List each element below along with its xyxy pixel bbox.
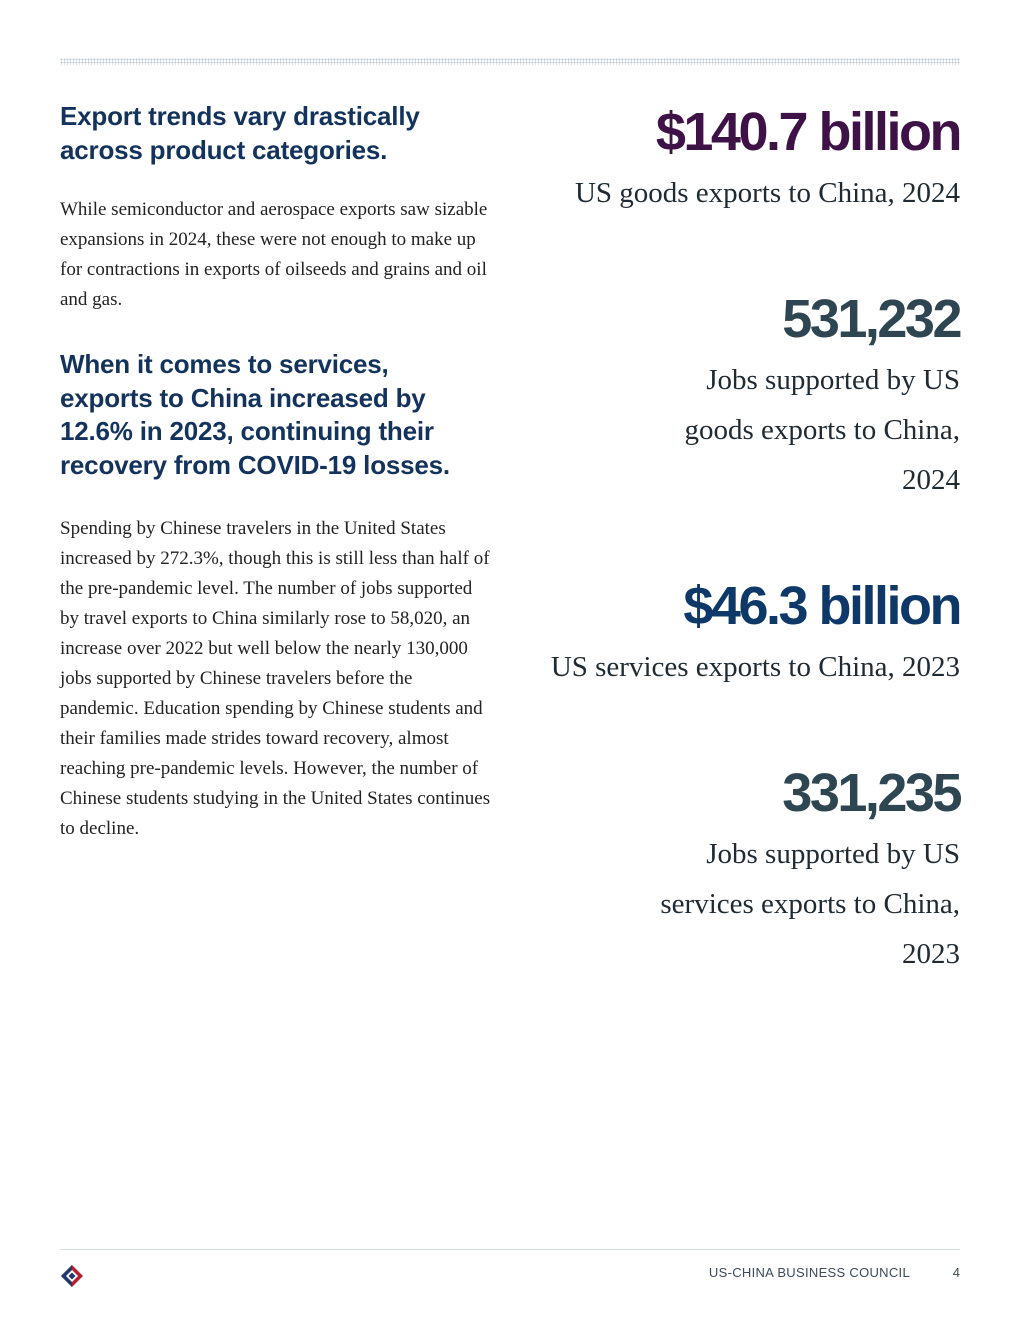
stat-value: 331,235 — [782, 763, 960, 823]
page-number: 4 — [952, 1265, 960, 1280]
top-dotted-divider — [60, 58, 960, 65]
stats-column — [500, 96, 960, 979]
stat-goods-jobs — [500, 283, 960, 505]
stat-value: 531,232 — [782, 289, 960, 349]
stat-label: Jobs supported by US goods exports to China, 2024 — [684, 364, 960, 496]
stat-value: $140.7 billion — [655, 102, 960, 162]
footer-divider — [60, 1249, 960, 1250]
footer-org-name: US-CHINA BUSINESS COUNCIL — [708, 1265, 910, 1280]
product-trends-paragraph: While semiconductor and aerospace exports saw sizable expansions in 2024, these were not enough to make up for contractions in exports of oilseeds and grains and oil and gas. — [60, 199, 488, 310]
services-heading: When it comes to services, exports to China increased by 12.6% in 2023, continuing their recovery from COVID-19 losses. — [60, 349, 450, 480]
left-column — [60, 100, 492, 844]
stat-label: Jobs supported by US services exports to China, 2023 — [660, 838, 960, 970]
stat-label: US services exports to China, 2023 — [550, 651, 960, 683]
stat-label: US goods exports to China, 2024 — [574, 177, 960, 209]
stat-goods-exports — [500, 96, 960, 218]
uscbc-diamond-logo-icon — [60, 1264, 84, 1288]
stat-value: $46.3 billion — [683, 576, 960, 636]
stat-services-jobs — [500, 757, 960, 979]
product-trends-heading: Export trends vary drastically across product categories. — [60, 101, 420, 165]
stat-services-exports — [500, 570, 960, 692]
services-paragraph: Spending by Chinese travelers in the United States increased by 272.3%, though this is still less than half of the pre-pandemic level. The number of jobs supported by travel exports to China similarly rose to 58,020, an increase over 2022 but well below the nearly 130,000 jobs supported by Chinese travelers before the pandemic. Education spending by Chinese students and their families made strides toward recovery, almost reaching pre-pandemic levels. However, the number of Chinese students studying in the United States continues to decline. — [60, 518, 491, 839]
